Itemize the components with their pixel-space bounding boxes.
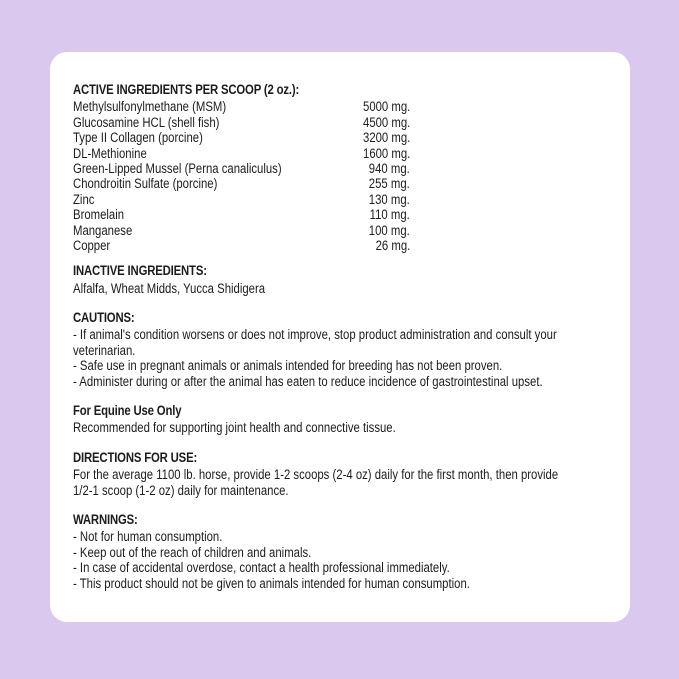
ingredient-name: Manganese: [73, 222, 133, 238]
ingredient-amount: 110 mg.: [369, 207, 410, 223]
warning-line: - Not for human consumption.: [73, 529, 223, 545]
label-card: [50, 52, 630, 622]
cautions-section: [73, 310, 618, 389]
ingredient-name: Copper: [73, 237, 111, 253]
ingredient-row: [73, 207, 410, 222]
caution-line: veterinarian.: [73, 342, 136, 358]
ingredient-name: Green-Lipped Mussel (Perna canaliculus): [73, 160, 282, 176]
ingredient-row: [73, 115, 410, 130]
ingredient-amount: 130 mg.: [369, 191, 410, 207]
ingredient-amount: 940 mg.: [369, 160, 410, 176]
ingredient-amount: 255 mg.: [369, 176, 410, 192]
ingredient-name: Chondroitin Sulfate (porcine): [73, 176, 218, 192]
inactive-ingredients-text: Alfalfa, Wheat Midds, Yucca Shidigera: [73, 280, 266, 296]
ingredient-name: DL-Methionine: [73, 145, 147, 161]
caution-line: - If animal's condition worsens or does not improve, stop product administration and consult your: [73, 327, 557, 343]
ingredient-row: [73, 146, 410, 161]
warnings-section: [73, 512, 618, 591]
active-ingredients-table: [73, 99, 410, 253]
ingredient-amount: 1600 mg.: [362, 145, 410, 161]
ingredient-name: Glucosamine HCL (shell fish): [73, 114, 220, 130]
label-content: [73, 82, 618, 591]
ingredient-row: [73, 238, 410, 253]
ingredient-amount: 100 mg.: [369, 222, 410, 238]
caution-line: - Safe use in pregnant animals or animals intended for breeding has not been proven.: [73, 358, 503, 374]
warning-line: - This product should not be given to animals intended for human consumption.: [73, 575, 470, 591]
directions-line: 1/2-1 scoop (1-2 oz) daily for maintenance.: [73, 482, 289, 498]
ingredient-row: [73, 130, 410, 145]
ingredient-name: Methylsulfonylmethane (MSM): [73, 99, 227, 115]
ingredient-name: Zinc: [73, 191, 95, 207]
ingredient-amount: 5000 mg.: [362, 99, 410, 115]
active-ingredients-section: [73, 82, 618, 253]
equine-use-heading: For Equine Use Only: [73, 403, 182, 419]
directions-line: For the average 1100 lb. horse, provide 1-2 scoops (2-4 oz) daily for the first month, then provide: [73, 467, 559, 483]
ingredient-name: Type II Collagen (porcine): [73, 130, 203, 146]
directions-heading: DIRECTIONS FOR USE:: [73, 449, 198, 465]
cautions-heading: CAUTIONS:: [73, 310, 135, 326]
directions-section: [73, 450, 618, 498]
ingredient-row: [73, 192, 410, 207]
ingredient-row: [73, 176, 410, 191]
ingredient-amount: 26 mg.: [375, 237, 410, 253]
ingredient-amount: 3200 mg.: [362, 130, 410, 146]
ingredient-amount: 4500 mg.: [362, 114, 410, 130]
ingredient-name: Bromelain: [73, 207, 125, 223]
inactive-ingredients-heading: INACTIVE INGREDIENTS:: [73, 263, 207, 279]
equine-use-section: [73, 403, 618, 436]
caution-line: - Administer during or after the animal has eaten to reduce incidence of gastrointestinal upset.: [73, 373, 543, 389]
active-ingredients-heading: ACTIVE INGREDIENTS PER SCOOP (2 oz.):: [73, 82, 300, 97]
warning-line: - In case of accidental overdose, contact a health professional immediately.: [73, 560, 450, 576]
ingredient-row: [73, 223, 410, 238]
inactive-ingredients-section: [73, 263, 618, 296]
ingredient-row: [73, 161, 410, 176]
ingredient-row: [73, 99, 410, 114]
equine-use-text: Recommended for supporting joint health and connective tissue.: [73, 420, 396, 436]
warnings-heading: WARNINGS:: [73, 511, 138, 527]
warning-line: - Keep out of the reach of children and animals.: [73, 544, 312, 560]
